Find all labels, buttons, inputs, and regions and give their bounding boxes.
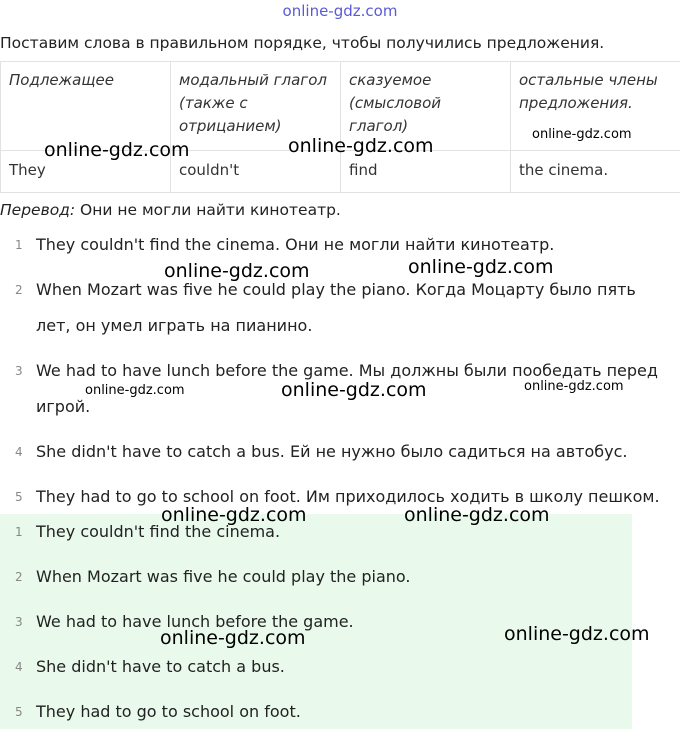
watermark: online-gdz.com <box>44 139 190 161</box>
intro-text: Поставим слова в правильном порядке, чтобы получились предложения. <box>0 34 680 52</box>
table-header-cell: модальный глагол (также с отрицанием) <box>171 62 341 151</box>
answer-item-number: 4 <box>15 660 27 674</box>
table-header-cell: Подлежащее <box>1 62 171 151</box>
list-item-number: 2 <box>15 283 27 297</box>
list-item-number: 5 <box>15 490 27 504</box>
watermark: online-gdz.com <box>524 379 624 394</box>
list-item-text: We had to have lunch before the game. Мы должны были пообедать перед игрой. <box>36 353 666 425</box>
answer-item-text: They had to go to school on foot. <box>36 694 666 730</box>
list-item-text: When Mozart was five he could play the piano. Когда Моцарту было пять лет, он умел играть на пианино. <box>36 272 666 344</box>
list-item-text: They had to go to school on foot. Им приходилось ходить в школу пешком. <box>36 479 666 515</box>
watermark: online-gdz.com <box>532 127 632 142</box>
translation-text: Они не могли найти кинотеатр. <box>75 201 341 219</box>
translation-label: Перевод: <box>0 201 75 219</box>
watermark: online-gdz.com <box>408 256 554 278</box>
answer-item-number: 3 <box>15 615 27 629</box>
watermark: online-gdz.com <box>164 260 310 282</box>
answer-item-number: 2 <box>15 570 27 584</box>
answer-item-number: 5 <box>15 705 27 719</box>
list-item-number: 3 <box>15 364 27 378</box>
watermark: online-gdz.com <box>504 623 650 645</box>
list-item-number: 1 <box>15 238 27 252</box>
watermark: online-gdz.com <box>404 504 550 526</box>
watermark: online-gdz.com <box>85 383 185 398</box>
table-cell: couldn't <box>171 151 341 193</box>
watermark: online-gdz.com <box>288 135 434 157</box>
watermark: online-gdz.com <box>161 504 307 526</box>
list-item-text: They couldn't find the cinema. Они не могли найти кинотеатр. <box>36 227 666 263</box>
answer-item-text: She didn't have to catch a bus. <box>36 649 666 685</box>
header-watermark: online-gdz.com <box>0 2 680 20</box>
answer-item-text: We had to have lunch before the game. <box>36 604 666 640</box>
answer-item-text: When Mozart was five he could play the piano. <box>36 559 666 595</box>
table-header-cell: остальные члены предложения. <box>511 62 680 151</box>
answer-item-number: 1 <box>15 525 27 539</box>
table-cell: the cinema. <box>511 151 680 193</box>
list-item-number: 4 <box>15 445 27 459</box>
table-cell: They <box>1 151 171 193</box>
table-cell: find <box>341 151 511 193</box>
watermark: online-gdz.com <box>160 627 306 649</box>
watermark: online-gdz.com <box>281 379 427 401</box>
list-item-text: She didn't have to catch a bus. Ей не нужно было садиться на автобус. <box>36 434 666 470</box>
answer-item-text: They couldn't find the cinema. <box>36 514 666 550</box>
translation-line <box>0 201 680 219</box>
table-header-cell: сказуемое (смысловой глагол) <box>341 62 511 151</box>
